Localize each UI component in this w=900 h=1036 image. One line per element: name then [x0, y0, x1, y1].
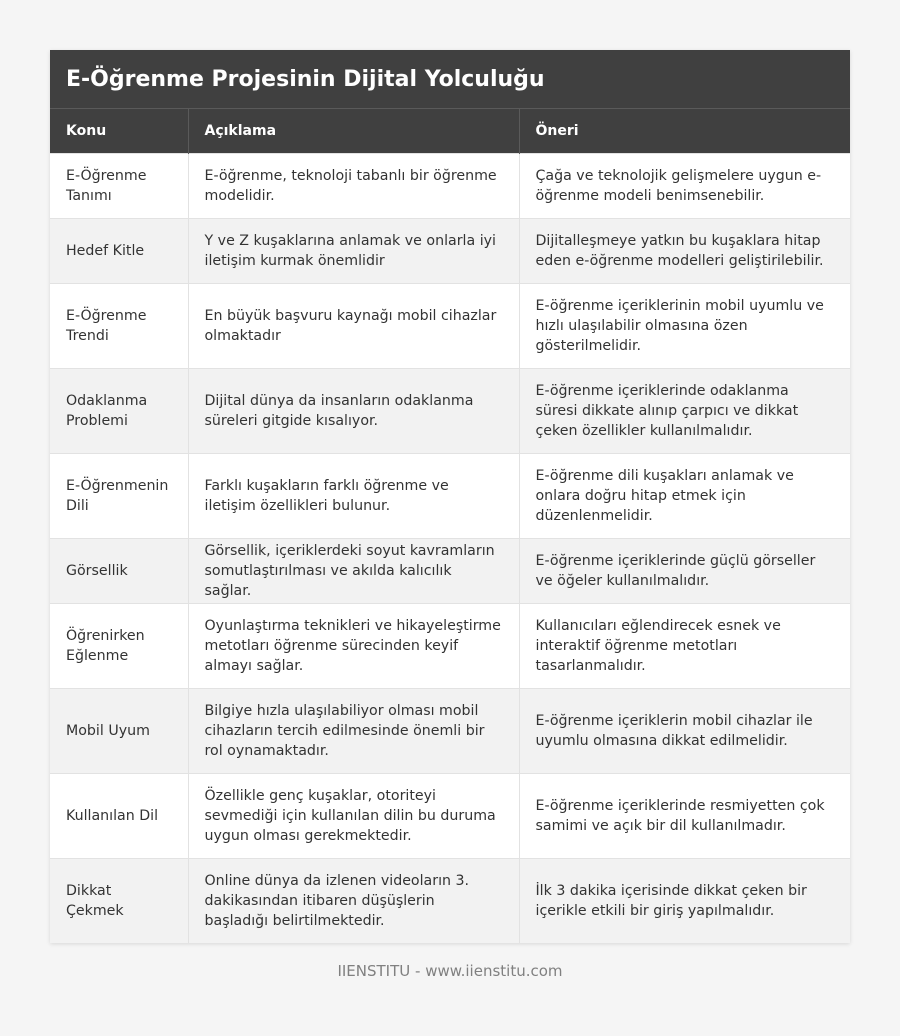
column-header-aciklama: Açıklama [188, 109, 519, 153]
table-row [50, 688, 850, 773]
cell-aciklama: Görsellik, içeriklerdeki soyut kavramların somutlaştırılması ve akılda kalıcılık sağlar. [188, 538, 519, 603]
cell-aciklama: E-öğrenme, teknoloji tabanlı bir öğrenme modelidir. [188, 153, 519, 218]
cell-konu: Hedef Kitle [50, 218, 188, 283]
cell-konu: Odaklanma Problemi [50, 368, 188, 453]
cell-oneri: İlk 3 dakika içerisinde dikkat çeken bir içerikle etkili bir giriş yapılmalıdır. [519, 858, 850, 943]
table-card [50, 50, 850, 943]
cell-konu: Mobil Uyum [50, 688, 188, 773]
cell-oneri: Çağa ve teknolojik gelişmelere uygun e-öğrenme modeli benimsenebilir. [519, 153, 850, 218]
cell-oneri: E-öğrenme içeriklerinde odaklanma süresi dikkate alınıp çarpıcı ve dikkat çeken özellikler kullanılmalıdır. [519, 368, 850, 453]
table-row [50, 453, 850, 538]
page-title: E-Öğrenme Projesinin Dijital Yolculuğu [50, 50, 850, 109]
cell-aciklama: Bilgiye hızla ulaşılabiliyor olması mobil cihazların tercih edilmesinde önemli bir rol oynamaktadır. [188, 688, 519, 773]
cell-konu: E-Öğrenmenin Dili [50, 453, 188, 538]
column-header-oneri: Öneri [519, 109, 850, 153]
table-row [50, 153, 850, 218]
cell-aciklama: Y ve Z kuşaklarına anlamak ve onlarla iyi iletişim kurmak önemlidir [188, 218, 519, 283]
footer-credit: IIENSTITU - www.iienstitu.com [337, 962, 563, 980]
table-row [50, 603, 850, 688]
cell-oneri: E-öğrenme içeriklerinin mobil uyumlu ve hızlı ulaşılabilir olmasına özen gösterilmelidir. [519, 283, 850, 368]
cell-aciklama: En büyük başvuru kaynağı mobil cihazlar olmaktadır [188, 283, 519, 368]
cell-aciklama: Oyunlaştırma teknikleri ve hikayeleştirme metotları öğrenme sürecinden keyif almayı sağlar. [188, 603, 519, 688]
cell-konu: E-Öğrenme Tanımı [50, 153, 188, 218]
cell-oneri: Dijitalleşmeye yatkın bu kuşaklara hitap eden e-öğrenme modelleri geliştirilebilir. [519, 218, 850, 283]
table-row [50, 773, 850, 858]
cell-oneri: E-öğrenme içeriklerinde resmiyetten çok samimi ve açık bir dil kullanılmadır. [519, 773, 850, 858]
content-table [50, 109, 850, 943]
cell-konu: Dikkat Çekmek [50, 858, 188, 943]
table-row [50, 858, 850, 943]
cell-konu: Öğrenirken Eğlenme [50, 603, 188, 688]
cell-konu: E-Öğrenme Trendi [50, 283, 188, 368]
cell-oneri: E-öğrenme içeriklerinde güçlü görseller ve öğeler kullanılmalıdır. [519, 538, 850, 603]
cell-oneri: E-öğrenme içeriklerin mobil cihazlar ile uyumlu olmasına dikkat edilmelidir. [519, 688, 850, 773]
cell-konu: Kullanılan Dil [50, 773, 188, 858]
cell-aciklama: Dijital dünya da insanların odaklanma süreleri gitgide kısalıyor. [188, 368, 519, 453]
table-row [50, 538, 850, 603]
cell-aciklama: Online dünya da izlenen videoların 3. dakikasından itibaren düşüşlerin başladığı belirtilmektedir. [188, 858, 519, 943]
table-header-row [50, 109, 850, 153]
cell-aciklama: Farklı kuşakların farklı öğrenme ve iletişim özellikleri bulunur. [188, 453, 519, 538]
cell-oneri: E-öğrenme dili kuşakları anlamak ve onlara doğru hitap etmek için düzenlenmelidir. [519, 453, 850, 538]
column-header-konu: Konu [50, 109, 188, 153]
cell-oneri: Kullanıcıları eğlendirecek esnek ve interaktif öğrenme metotları tasarlanmalıdır. [519, 603, 850, 688]
table-row [50, 218, 850, 283]
cell-aciklama: Özellikle genç kuşaklar, otoriteyi sevmediği için kullanılan dilin bu duruma uygun olması gerekmektedir. [188, 773, 519, 858]
table-row [50, 283, 850, 368]
table-row [50, 368, 850, 453]
cell-konu: Görsellik [50, 538, 188, 603]
